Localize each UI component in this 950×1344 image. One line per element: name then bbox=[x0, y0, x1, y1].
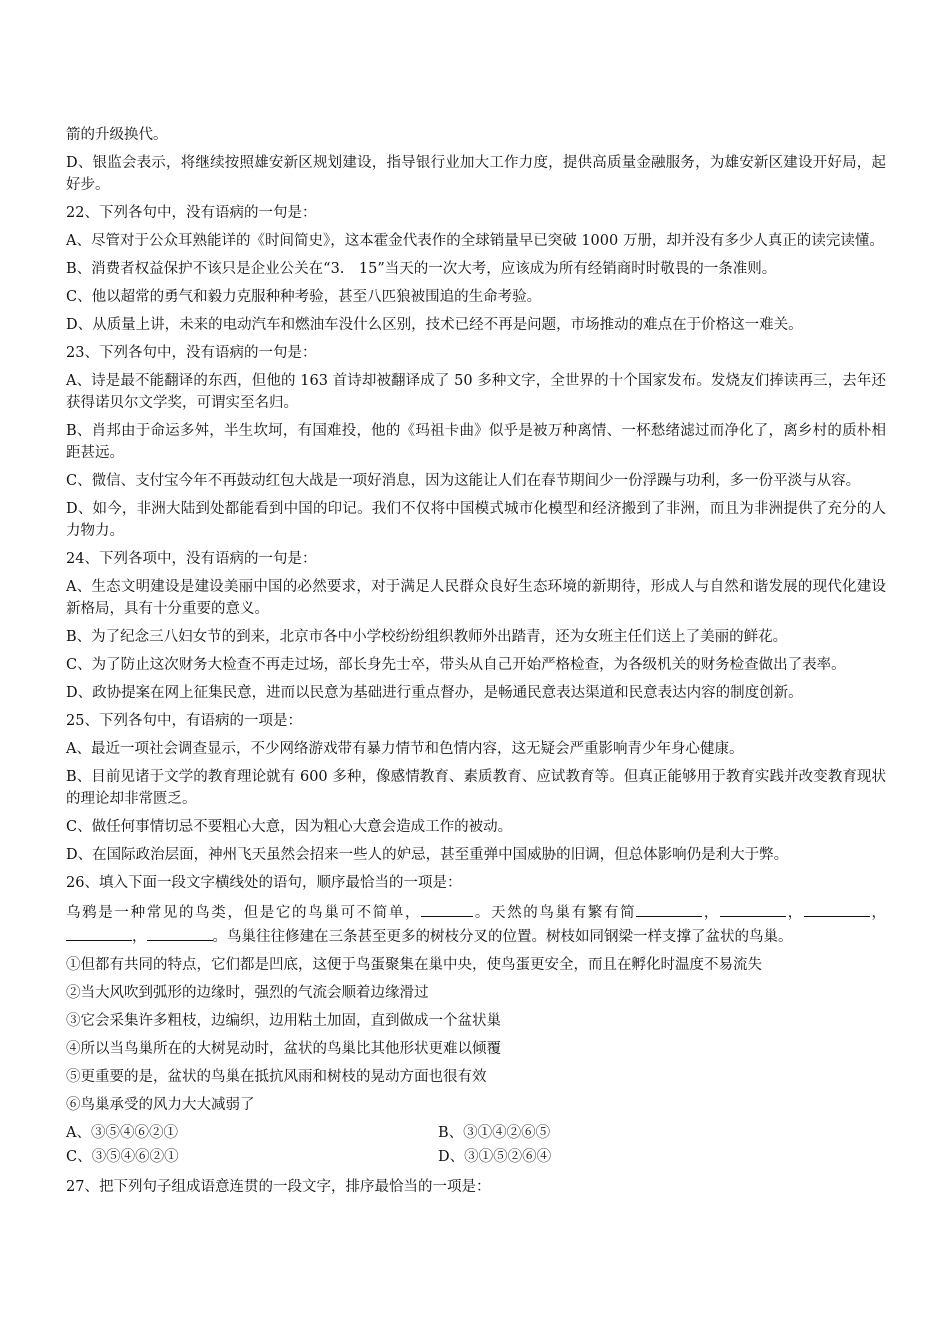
question-26-option-d: D、③①⑤②⑥④ bbox=[438, 1149, 552, 1165]
sentence-1: ①但都有共同的特点，它们都是凹底，这便于鸟蛋聚集在巢中央，使鸟蛋更安全，而且在孵化时温度不易流失 bbox=[66, 957, 762, 973]
paragraph: 箭的升级换代。 bbox=[66, 127, 168, 143]
question-25-option-b: B、目前见诸于文学的教育理论就有 600 多种，像感情教育、素质教育、应试教育等。但真正能够用于教育实践并改变教育现状的理论却非常匮乏。 bbox=[66, 769, 886, 807]
blank-line bbox=[636, 900, 702, 917]
sentence-2: ②当大风吹到弧形的边缘时，强烈的气流会顺着边缘滑过 bbox=[66, 985, 429, 1001]
question-26-option-b: B、③①④②⑥⑤ bbox=[438, 1125, 551, 1141]
question-25-option-d: D、在国际政治层面，神州飞天虽然会招来一些人的妒忌，甚至重弹中国威胁的旧调，但总体影响仍是利大于弊。 bbox=[66, 847, 789, 863]
sentence-3: ③它会采集许多粗枝，边编织，边用粘土加固，直到做成一个盆状巢 bbox=[66, 1013, 501, 1029]
question-24-option-d: D、政协提案在网上征集民意，进而以民意为基础进行重点督办，是畅通民意表达渠道和民意表达内容的制度创新。 bbox=[66, 685, 803, 701]
passage-text: ， bbox=[132, 929, 147, 945]
question-26-stem: 26、填入下面一段文字横线处的语句，顺序最恰当的一项是： bbox=[66, 875, 462, 891]
question-25-stem: 25、下列各句中，有语病的一项是： bbox=[66, 713, 302, 729]
option-d-q21: D、银监会表示，将继续按照雄安新区规划建设，指导银行业加大工作力度，提供高质量金融服务，为雄安新区建设开好局，起好步。 bbox=[66, 155, 886, 193]
question-25-option-a: A、最近一项社会调查显示，不少网络游戏带有暴力情节和色情内容，这无疑会严重影响青少年身心健康。 bbox=[66, 741, 744, 757]
question-22-stem: 22、下列各句中，没有语病的一句是： bbox=[66, 205, 317, 221]
question-24-option-c: C、为了防止这次财务大检查不再走过场，部长身先士卒，带头从自己开始严格检查，为各级机关的财务检查做出了表率。 bbox=[66, 657, 846, 673]
document-page bbox=[66, 124, 886, 1204]
question-24-option-b: B、为了纪念三八妇女节的到来，北京市各中小学校纷纷组织教师外出踏青，还为女班主任们送上了美丽的鲜花。 bbox=[66, 629, 788, 645]
question-26-passage bbox=[66, 900, 886, 948]
question-22-option-c: C、他以超常的勇气和毅力克服种种考验，甚至八匹狼被围追的生命考验。 bbox=[66, 289, 542, 305]
passage-text: ， bbox=[869, 905, 887, 921]
question-26-option-a: A、③⑤④⑥②① bbox=[66, 1125, 178, 1141]
passage-text: 。鸟巢往往修建在三条甚至更多的树枝分叉的位置。树枝如同钢梁一样支撑了盆状的鸟巢。 bbox=[212, 929, 793, 945]
blank-line bbox=[720, 900, 786, 917]
question-23-option-c: C、微信、支付宝今年不再鼓动红包大战是一项好消息，因为这能让人们在春节期间少一份浮躁与功利，多一份平淡与从容。 bbox=[66, 473, 861, 489]
question-25-option-c: C、做任何事情切忌不要粗心大意，因为粗心大意会造成工作的被动。 bbox=[66, 819, 513, 835]
question-22-option-d: D、从质量上讲，未来的电动汽车和燃油车没什么区别，技术已经不再是问题，市场推动的难点在于价格这一难关。 bbox=[66, 317, 803, 333]
question-26-options bbox=[66, 1122, 886, 1170]
passage-text: 。天然的鸟巢有繁有简 bbox=[473, 905, 637, 921]
question-23-option-d: D、如今，非洲大陆到处都能看到中国的印记。我们不仅将中国模式城市化模型和经济搬到了非洲，而且为非洲提供了充分的人力物力。 bbox=[66, 501, 886, 539]
question-23-option-a: A、诗是最不能翻译的东西，但他的 163 首诗却被翻译成了 50 多种文字，全世界的十个国家发布。发烧友们捧读再三，去年还获得诺贝尔文学奖，可谓实至名归。 bbox=[66, 373, 886, 411]
blank-line bbox=[147, 924, 213, 941]
question-24-stem: 24、下列各项中，没有语病的一句是： bbox=[66, 551, 317, 567]
sentence-4: ④所以当鸟巢所在的大树晃动时，盆状的鸟巢比其他形状更难以倾覆 bbox=[66, 1041, 501, 1057]
passage-text: ， bbox=[786, 905, 804, 921]
passage-text: ， bbox=[702, 905, 721, 921]
sentence-5: ⑤更重要的是，盆状的鸟巢在抵抗风雨和树枝的晃动方面也很有效 bbox=[66, 1069, 487, 1085]
question-23-option-b: B、肖邦由于命运多舛，半生坎坷，有国难投，他的《玛祖卡曲》似乎是被万种离情、一杯愁绪滤过而净化了，离乡村的质朴相距甚远。 bbox=[66, 423, 886, 461]
blank-line bbox=[421, 900, 473, 917]
question-22-option-b: B、消费者权益保护不该只是企业公关在“3. 15”当天的一次大考，应该成为所有经销商时时敬畏的一条准则。 bbox=[66, 261, 777, 277]
question-24-option-a: A、生态文明建设是建设美丽中国的必然要求，对于满足人民群众良好生态环境的新期待，形成人与自然和谐发展的现代化建设新格局，具有十分重要的意义。 bbox=[66, 579, 886, 617]
question-23-stem: 23、下列各句中，没有语病的一句是： bbox=[66, 345, 317, 361]
question-26-option-c: C、③⑤④⑥②① bbox=[66, 1149, 179, 1165]
sentence-6: ⑥鸟巢承受的风力大大减弱了 bbox=[66, 1097, 255, 1113]
question-22-option-a: A、尽管对于公众耳熟能详的《时间简史》，这本霍金代表作的全球销量早已突破 1000 万册，却并没有多少人真正的读完读懂。 bbox=[66, 233, 884, 249]
passage-text: 乌鸦是一种常见的鸟类，但是它的鸟巢可不简单， bbox=[66, 905, 422, 921]
blank-line bbox=[804, 900, 870, 917]
question-27-stem: 27、把下列句子组成语意连贯的一段文字，排序最恰当的一项是： bbox=[66, 1179, 491, 1195]
blank-line bbox=[66, 924, 132, 941]
